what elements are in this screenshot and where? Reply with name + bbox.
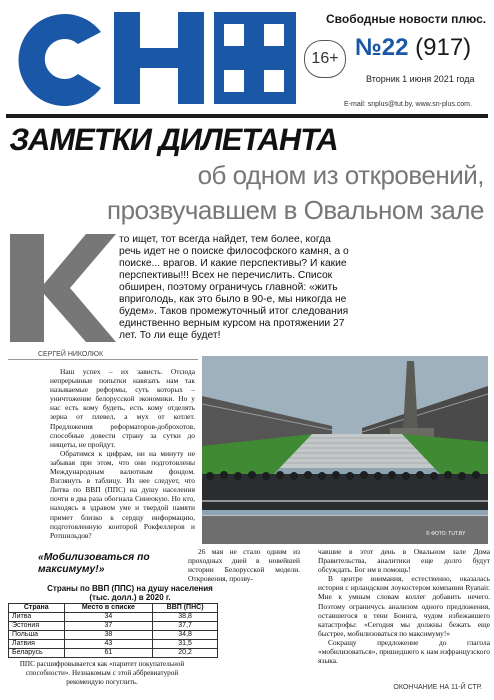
photo-credit: © ФОТО: TUT.BY [426,531,466,537]
table-cell: 34 [64,613,153,622]
table-row [9,631,218,640]
table-cell: 38 [64,631,153,640]
table-row [9,613,218,622]
table-cell: Польша [9,631,65,640]
pull-quote: «Мобилизоваться по максимуму!» [38,552,150,575]
dropcap-letter [8,232,118,344]
table-cell: Эстония [9,622,65,631]
paragraph: Сокращу предложение до глагола «мобилизоваться», пришедшего к нам изфранцузского языка. [318,637,490,666]
masthead-divider [6,114,488,118]
article-photo [202,356,488,544]
byline-divider [8,359,198,360]
table-cell: Латвия [9,640,65,649]
table-footnote: ППС расшифровывается как «паритет покупательной способности». Незнакомым с этой аббревиатурой рекомендую погуглить. [19,660,185,686]
table-header: Страна [9,604,65,613]
table-cell: 31,5 [153,640,218,649]
photo-illustration [202,356,488,544]
table-row [9,649,218,658]
issue-number [355,34,471,62]
contact-email: E-mail: snplus@tut.by, www.sn-plus.com. [344,101,472,108]
newspaper-logo [6,10,296,106]
table-cell: 38,8 [153,613,218,622]
paragraph: Обратимся к цифрам, ни на минуту не забывая при этом, что они подготовлены Международным валютным фондом. Взглянуть в таблицу. Из нее следует, что Литва по ВВП (ППС) на душу населения почти в два раза обогнала Синеокую. Но кто, находясь в здравом уме и твердой памяти примет близко к сердцу информацию, подготовленную конторой Рокфеллеров и Ротшильдов? [50,448,195,540]
issue-number-total: (917) [415,34,472,61]
issue-number-main: №22 [355,34,409,61]
table-cell: 34,8 [153,631,218,640]
table-header: Место в списке [64,604,153,613]
table-cell: 61 [64,649,153,658]
article-column-2: 26 мая не стало одним из проходных дней в новейшей истории Белорусской модели. Откровения, прозву- [188,547,300,584]
article-column-1 [50,367,195,540]
table-cell: 37,7 [153,622,218,631]
table-cell: 37 [64,622,153,631]
article-subhead-line1: об одном из откровений, [197,160,484,190]
article-subhead-line2: прозвучавшем в Овальном зале [107,195,484,225]
article-column-3 [318,547,490,665]
table-cell: 43 [64,640,153,649]
issue-date: Вторник 1 июня 2021 года [366,74,475,84]
author-byline: СЕРГЕЙ НИКОЛЮК [38,351,104,358]
gdp-table [8,603,218,658]
table-header: ВВП (ПНС) [153,604,218,613]
age-rating-badge: 16+ [304,40,346,78]
table-row [9,622,218,631]
article-lead: то ищет, тот всегда найдет, тем более, когда речь идет не о поиске философского камня, а о поиске... врагов. И какие перспективы? И какие перспективы!!! Всех не перечислить. Список обширен, поэтому ограничусь главной: «жить вприголодь, как это было в 90-е, мы никогда не будем». Таков промежуточный итог следования единственно верным курсом на протяжении 27 лет. То ли еще будет! [119,234,349,341]
table-title: Страны по ВВП (ППС) на душу населения (тыс. долл.) в 2020 г. [47,584,213,602]
tagline: Свободные новости плюс. [326,12,487,26]
table-row [9,640,218,649]
paragraph: чавшие в этот день в Овальном зале Дома Правительства, аналитики еще долго будут обсуждать. Бог им в помощь! [318,547,490,575]
paragraph: Наш успех – их зависть. Отсюда непрерывные попытки навязать нам так называемые реформы, суть которых – уничтожение белорусской экономики. Но у нас есть кому будеть, есть кому отделять зерна от плевел, а мух от котлет. Предложения реформаторов-доброхотов, способные довести страну за сутки до нищеты, не пройдут. [50,367,195,449]
continuation-note: ОКОНЧАНИЕ НА 11-Й СТР. [393,684,482,691]
paragraph: В центре внимания, естественно, оказалась история с ирландским лоукостером компании Ryanair. Мне к умным словам коллег добавить нечего. Поэтому ограничусь анализом одного предложения, оставшегося в тени Боинга, чудом избежавшего катастрофы: «Сегодня мы должны бежать еще быстрее, мобилизоваться по максимуму!» [318,574,490,638]
table-cell: 20,2 [153,649,218,658]
table-cell: Литва [9,613,65,622]
table-cell: Беларусь [9,649,65,658]
article-headline: ЗАМЕТКИ ДИЛЕТАНТА [7,122,342,157]
